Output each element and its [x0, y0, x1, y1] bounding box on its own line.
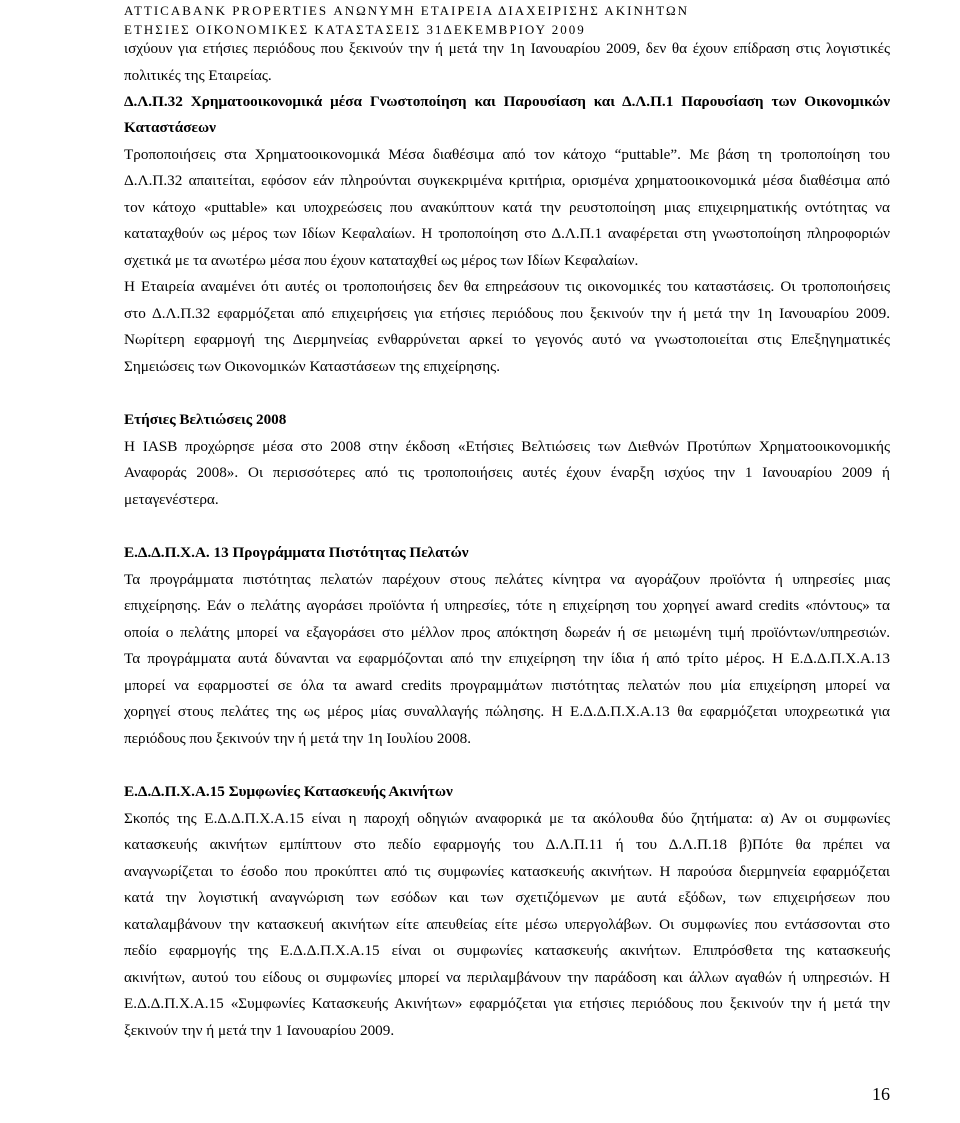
section-heading: Δ.Λ.Π.32 Χρηματοοικονομικά μέσα Γνωστοποίηση και Παρουσίαση και Δ.Λ.Π.1 Παρουσίαση των Οικονομικών [124, 93, 890, 110]
text-line: ξεκινούν την ή μετά την 1 Ιανουαρίου 2009. [124, 1022, 395, 1039]
text-line: Τα προγράμματα πιστότητας πελατών παρέχουν στους πελάτες κίνητρα να αγοράζουν προϊόντα ή υπηρεσίες μιας [124, 571, 890, 588]
text-line: οποία ο πελάτης μπορεί να εξαγοράσει στο μέλλον προς απόκτηση δωρεάν ή σε μειωμένη τιμή προϊόντων/υπηρεσιών. [124, 624, 890, 641]
text-line: Η Εταιρεία αναμένει ότι αυτές οι τροποποιήσεις δεν θα επηρεάσουν τις οικονομικές του καταστάσεις. Οι τροποποιήσεις [124, 278, 890, 295]
text-line: Τα προγράμματα αυτά δύνανται να εφαρμόζονται από την επιχείρηση την ίδια ή από τρίτο μέρος. Η Ε.Δ.Δ.Π.Χ.Α.13 [124, 650, 890, 667]
text-line: Η IASB προχώρησε μέσα στο 2008 στην έκδοση «Ετήσιες Βελτιώσεις των Διεθνών Προτύπων Χρηματοοικονομικής [124, 438, 890, 455]
text-line: τον κάτοχο «puttable» και υποχρεώσεις που ανακύπτουν κατά την ρευστοποίηση μιας επιχειρηματικής οντότητας να [124, 199, 890, 216]
text-line: καταταχθούν ως μέρος των Ιδίων Κεφαλαίων. Η τροποποίηση στο Δ.Λ.Π.1 αναφέρεται στη γνωστοποίηση πληροφοριών [124, 225, 890, 242]
text-line: χορηγεί στους πελάτες της ως μέρος μίας συναλλαγής πώλησης. Η Ε.Δ.Δ.Π.Χ.Α.13 θα εφαρμόζεται υποχρεωτικά για [124, 703, 890, 720]
section-heading: Ετήσιες Βελτιώσεις 2008 [124, 411, 287, 428]
section-heading: Καταστάσεων [124, 119, 216, 136]
text-line: μπορεί να εφαρμοστεί σε όλα τα award credits προγραμμάτων πιστότητας πελατών που μία επιχείρηση μπορεί να [124, 677, 890, 694]
page-number: 16 [872, 1084, 890, 1104]
text-line: κατασκευής ακινήτων εμπίπτουν στο πεδίο εφαρμογής του Δ.Λ.Π.11 ή του Δ.Λ.Π.18 β)Πότε θα πρέπει να [124, 836, 890, 853]
text-line: πεδίο εφαρμογής της Ε.Δ.Δ.Π.Χ.Α.15 είναι οι συμφωνίες κατασκευής ακινήτων. Επιπρόσθετα της κατασκευής [124, 942, 890, 959]
text-line: Δ.Λ.Π.32 απαιτείται, εφόσον εάν πληρούνται συγκεκριμένα κριτήρια, ορισμένα χρηματοοικονομικά μέσα διαθέσιμα από [124, 172, 890, 189]
text-line: Σκοπός της Ε.Δ.Δ.Π.Χ.Α.15 είναι η παροχή οδηγιών αναφορικά με τα ακόλουθα δύο ζητήματα: α) Αν οι συμφωνίες [124, 810, 890, 827]
text-line: επιχείρησης. Εάν ο πελάτης αγοράσει προϊόντα ή υπηρεσίες, τότε η επιχείρηση του χορηγεί award credits «πόντους» τα [124, 597, 890, 614]
text-line: ισχύουν για ετήσιες περιόδους που ξεκινούν την ή μετά την 1η Ιανουαρίου 2009, δεν θα έχουν επίδραση στις λογιστικές [124, 40, 890, 57]
text-line: μεταγενέστερα. [124, 491, 219, 508]
text-line: καταλαμβάνουν την κατασκευή ακινήτων είτε απευθείας είτε μέσω υπεργολάβων. Οι συμφωνίες που εντάσσονται στο [124, 916, 890, 933]
text-line: κατά την λογιστική αναγνώριση των εσόδων και των σχετιζόμενων με αυτά εξόδων, των επιχειρήσεων που [124, 889, 890, 906]
section-heading: Ε.Δ.Δ.Π.Χ.Α. 13 Προγράμματα Πιστότητας Πελατών [124, 544, 469, 561]
document-header-subtitle: ΕΤΗΣΙΕΣ ΟΙΚΟΝΟΜΙΚΕΣ ΚΑΤΑΣΤΑΣΕΙΣ 31ΔΕΚΕΜΒΡΙΟΥ 2009 [124, 22, 586, 37]
text-line: Τροποποιήσεις στα Χρηματοοικονομικά Μέσα διαθέσιμα από τον κάτοχο “puttable”. Με βάση τη τροποποίηση του [124, 146, 890, 163]
text-line: Νωρίτερη εφαρμογή της Διερμηνείας ενθαρρύνεται αρκεί το γεγονός αυτό να γνωστοποιείται στις Επεξηγηματικές [124, 331, 890, 348]
document-header-company: ATTICABANK PROPERTIES ΑΝΩΝΥΜΗ ΕΤΑΙΡΕΙΑ ΔΙΑΧΕΙΡΙΣΗΣ ΑΚΙΝΗΤΩΝ [124, 3, 690, 18]
text-line: στο Δ.Λ.Π.32 εφαρμόζεται από επιχειρήσεις για ετήσιες περιόδους που ξεκινούν την ή μετά την 1η Ιανουαρίου 2009. [124, 305, 890, 322]
section-heading: Ε.Δ.Δ.Π.Χ.Α.15 Συμφωνίες Κατασκευής Ακινήτων [124, 783, 453, 800]
text-line: περιόδους που ξεκινούν την ή μετά την 1η Ιουλίου 2008. [124, 730, 472, 747]
text-line: Ε.Δ.Δ.Π.Χ.Α.15 «Συμφωνίες Κατασκευής Ακινήτων» εφαρμόζεται για ετήσιες περιόδους που ξεκινούν την ή μετά την [124, 995, 890, 1012]
text-line: σχετικά με τα ανωτέρω μέσα που έχουν καταταχθεί ως μέρος των Ιδίων Κεφαλαίων. [124, 252, 639, 269]
text-line: Αναφοράς 2008». Οι περισσότερες από τις τροποποιήσεις αυτές έχουν έναρξη ισχύος την 1 Ιανουαρίου 2009 ή [124, 464, 890, 481]
text-line: πολιτικές της Εταιρείας. [124, 67, 272, 84]
text-line: Σημειώσεις των Οικονομικών Καταστάσεων της επιχείρησης. [124, 358, 500, 375]
text-line: ακινήτων, αυτού του είδους οι συμφωνίες μπορεί να περιλαμβάνουν την παράδοση και άλλων αγαθών ή υπηρεσιών. Η [124, 969, 890, 986]
text-line: αναγνωρίζεται το έσοδο που προκύπτει από τις συμφωνίες κατασκευής ακινήτων. Η παρούσα διερμηνεία εφαρμόζεται [124, 863, 890, 880]
